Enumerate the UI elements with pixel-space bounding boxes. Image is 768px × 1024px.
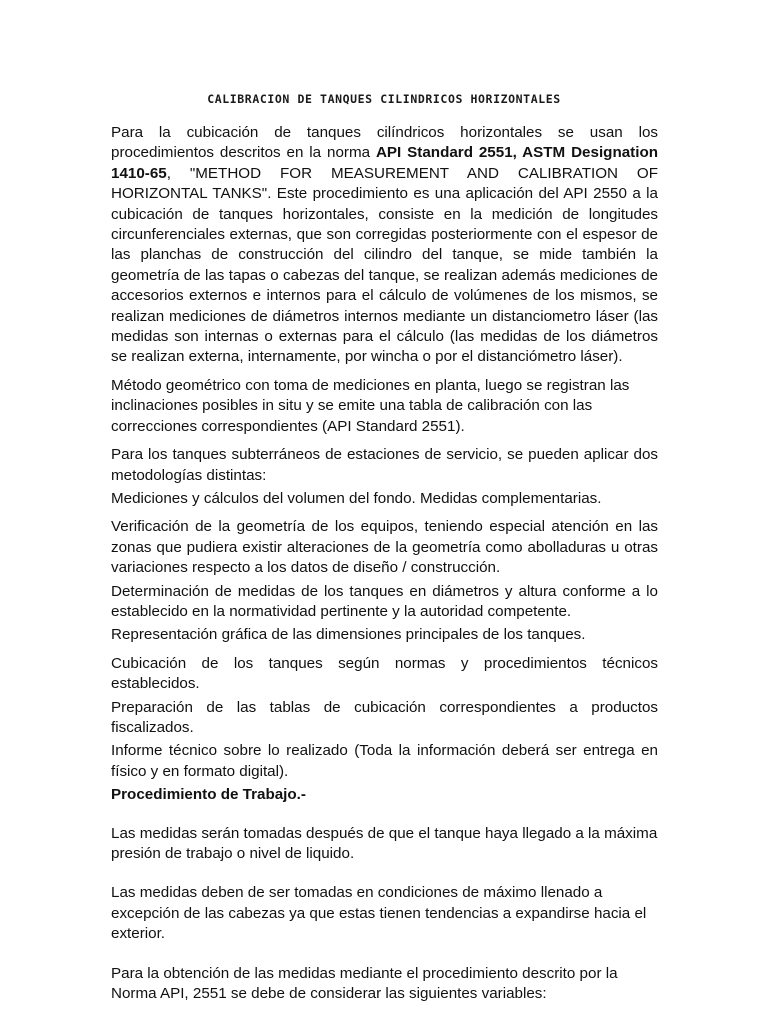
intro-text-part1: Para la cubicación de tanques cilíndricos horizontales se usan los procedimientos descritos en la norma xyxy=(111,124,658,162)
document-title: CALIBRACION DE TANQUES CILINDRICOS HORIZONTALES xyxy=(207,92,561,106)
procedimiento-paragraph: Las medidas serán tomadas después de que el tanque haya llegado a la máxima presión de trabajo o nivel de liquido. xyxy=(111,824,658,862)
procedimiento-paragraph: Para la obtención de las medidas mediante el procedimiento descrito por la Norma API, 2551 se debe de considerar las siguientes variables: xyxy=(111,964,618,1003)
intro-standard-bold: API Standard 2551, ASTM Designation 1410-65 xyxy=(111,144,659,182)
intro-paragraph xyxy=(111,123,658,368)
intro-text-part2: , "METHOD FOR MEASUREMENT AND CALIBRATION OF HORIZONTAL TANKS". Este procedimiento es una aplicación del API 2550 a la cubicación de tanques horizontales, consiste en la medición de longitudes circunferenciales externas, que son corregidas posteriormente con el espesor de las planchas de construcción del cilindro del tanque, se mide también la geometría de las tapas o cabezas del tanque, se realizan además mediciones de accesorios externos e internos para el cálculo de volúmenes de los mismos, se realizan mediciones de diámetros internos mediante un distanciometro láser (las medidas son internas o externas para el cálculo (las medidas de los diámetros se realizan externa, internamente, por wincha o por el distanciómetro láser). xyxy=(111,164,658,366)
list-item: Verificación de la geometría de los equipos, teniendo especial atención en las zonas que pudiera existir alteraciones de la geometría como abolladuras u otras variaciones respecto a los datos de diseño / construcción. xyxy=(111,518,658,577)
list-item: Mediciones y cálculos del volumen del fondo. Medidas complementarias. xyxy=(111,489,602,507)
list-item: Determinación de medidas de los tanques en diámetros y altura conforme a lo establecido en la normatividad pertinente y la autoridad competente. xyxy=(111,582,658,620)
metodo-paragraph: Método geométrico con toma de mediciones en planta, luego se registran las inclinaciones posibles in situ y se emite una tabla de calibración con las correcciones correspondientes (API Standard 2551). xyxy=(111,376,630,435)
list-item: Cubicación de los tanques según normas y procedimientos técnicos establecidos. xyxy=(111,654,658,693)
list-item: Representación gráfica de las dimensiones principales de los tanques. xyxy=(111,626,586,644)
procedimiento-paragraph: Las medidas deben de ser tomadas en condiciones de máximo llenado a excepción de las cabezas ya que estas tienen tendencias a expandirse hacia el exterior. xyxy=(111,884,647,943)
procedimiento-heading: Procedimiento de Trabajo.- xyxy=(111,786,306,804)
list-item: Preparación de las tablas de cubicación correspondientes a productos fiscalizados. xyxy=(111,698,658,736)
subterraneos-paragraph: Para los tanques subterráneos de estaciones de servicio, se pueden aplicar dos metodologías distintas: xyxy=(111,446,658,484)
document-body xyxy=(111,123,658,1012)
list-item: Informe técnico sobre lo realizado (Toda la información deberá ser entrega en físico y en formato digital). xyxy=(111,742,658,780)
